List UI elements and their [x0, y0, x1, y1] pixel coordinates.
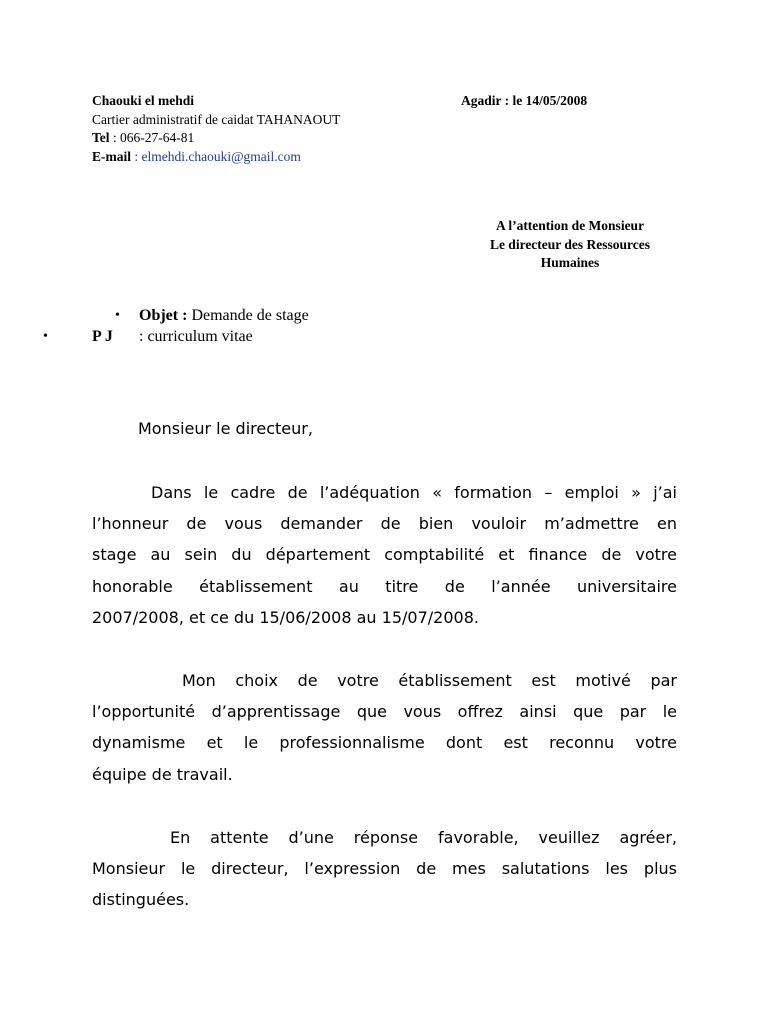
paragraph-line: distinguées.	[92, 890, 190, 910]
objet-value: Demande de stage	[187, 307, 309, 324]
paragraph-line: l’honneur de vous demander de bien vouloir m’admettre en	[92, 514, 677, 534]
bullet-dot-icon: •	[43, 329, 48, 344]
salutation: Monsieur le directeur,	[138, 419, 313, 438]
sender-tel	[92, 129, 340, 148]
email-separator: :	[131, 148, 142, 164]
objet-label: Objet :	[139, 307, 188, 324]
bullet-dot-icon: •	[115, 308, 120, 323]
paragraph-line: stage au sein du département comptabilité et finance de votre	[92, 545, 677, 565]
recipient-line-3: Humaines	[540, 255, 600, 270]
sender-address: Cartier administratif de caidat TAHANAOUT	[92, 111, 341, 127]
recipient-block	[470, 217, 670, 273]
paragraph-line: Mon choix de votre établissement est motivé par	[182, 671, 677, 690]
paragraph-line: En attente d’une réponse favorable, veuillez agréer,	[170, 828, 677, 847]
paragraph-line: Monsieur le directeur, l’expression de mes salutations les plus	[92, 859, 677, 879]
paragraph-line: dynamisme et le professionnalisme dont est reconnu votre	[92, 733, 677, 753]
paragraph-3	[92, 822, 677, 916]
pj-value: : curriculum vitae	[139, 328, 253, 345]
recipient-line-1: A l’attention de Monsieur	[495, 218, 645, 233]
sender-block	[92, 92, 340, 166]
paragraph-line: honorable établissement au titre de l’année universitaire	[92, 576, 677, 596]
paragraph-line: Dans le cadre de l’adéquation « formation – emploi » j’ai	[151, 483, 677, 502]
email-label: E-mail	[92, 148, 131, 164]
email-value[interactable]: elmehdi.chaouki@gmail.com	[141, 148, 301, 164]
sender-name: Chaouki el mehdi	[92, 93, 195, 108]
paragraph-1	[92, 477, 677, 633]
paragraph-line: équipe de travail.	[92, 764, 233, 784]
paragraph-2	[92, 665, 677, 790]
tel-label: Tel	[92, 130, 110, 145]
recipient-line-2: Le directeur des Ressources	[489, 236, 651, 252]
paragraph-line: l’opportunité d’apprentissage que vous offrez ainsi que par le	[92, 702, 677, 722]
tel-value: : 066-27-64-81	[109, 130, 195, 145]
place-date: Agadir : le 14/05/2008	[461, 93, 588, 108]
sender-email	[92, 148, 340, 167]
pj-label: P J	[92, 328, 113, 345]
paragraph-line: 2007/2008, et ce du 15/06/2008 au 15/07/2008.	[92, 607, 479, 627]
